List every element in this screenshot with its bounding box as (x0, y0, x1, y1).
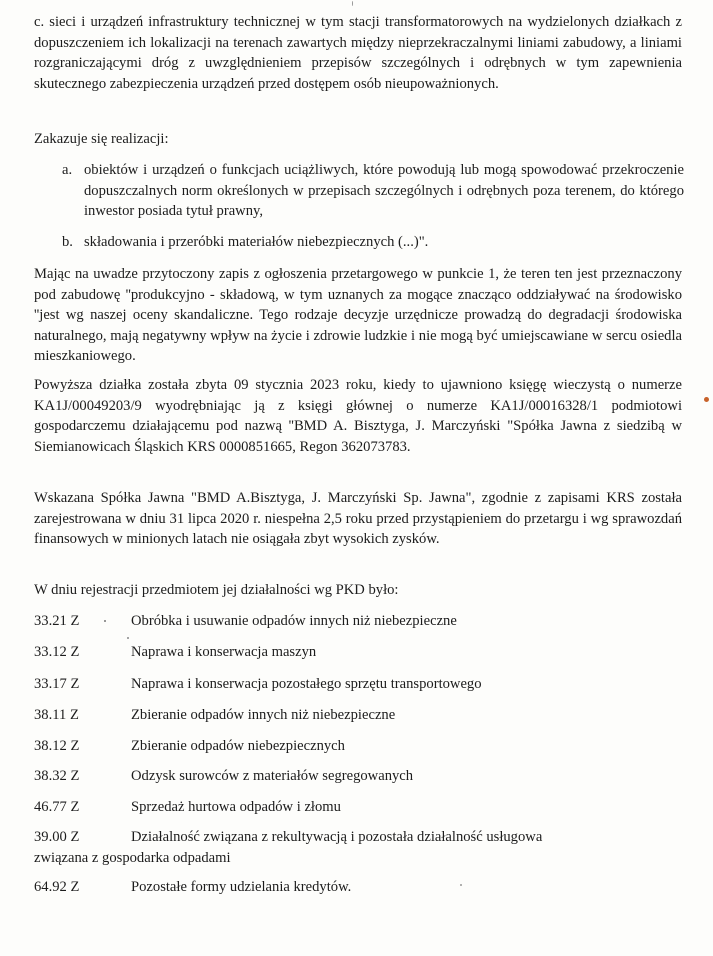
paragraph-sale-details: Powyższa działka została zbyta 09 stycznia 2023 roku, kiedy to ujawniono księgę wieczystą o numerze KA1J/00049203/9 wyodrębniając ją z księgi głównej o numerze KA1J/00016328/1 podmiotowi gospodarczemu działającemu pod nazwą ''BMD A. Bisztyga, J. Marczyński "Spółka Jawna z siedzibą w Siemianowicach Śląskich KRS 0000851665, Regon 362073783. (34, 377, 682, 455)
paragraph-assessment: Mając na uwadze przytoczony zapis z ogłoszenia przetargowego w punkcie 1, że teren ten jest przeznaczony pod zabudowę ''produkcyjno - składową, w tym uznanych za mogące znacząco oddziaływać na środowisko ''jest wg naszej oceny skandaliczne. Tego rodzaje decyzje urzędnicze prowadzą do degradacji środowiska naturalnego, mają negatywny wpływ na życie i zdrowie ludzkie i nie mogą być umiejscawiane w sercu osiedla mieszkaniowego. (34, 266, 682, 364)
pkd-description: Obróbka i usuwanie odpadów innych niż niebezpieczne (131, 613, 457, 629)
list-item-text: składowania i przeróbki materiałów niebezpiecznych (...)". (84, 234, 429, 250)
paragraph-company-details: Wskazana Spółka Jawna "BMD A.Bisztyga, J. Marczyński Sp. Jawna", zgodnie z zapisami KRS została zarejestrowana w dniu 31 lipca 2020 r. niespełna 2,5 roku przed przystąpieniem do przetargu i wg sprawozdań finansowych w minionych latach nie osiągała zbyt wysokich zysków. (34, 490, 682, 547)
scan-speck (704, 397, 709, 402)
pkd-description: Sprzedaż hurtowa odpadów i złomu (131, 799, 341, 815)
pkd-description: Naprawa i konserwacja maszyn (131, 644, 317, 660)
list-marker: a. (62, 162, 73, 178)
list-item (62, 160, 684, 222)
pkd-code: 33.21 Z (34, 613, 80, 629)
scan-speck (460, 884, 462, 886)
pkd-code: 33.12 Z (34, 644, 80, 660)
pkd-description: Zbieranie odpadów innych niż niebezpieczne (131, 707, 396, 723)
pkd-description: Naprawa i konserwacja pozostałego sprzętu transportowego (131, 676, 482, 692)
pkd-code: 38.11 Z (34, 707, 79, 723)
pkd-code: 46.77 Z (34, 799, 80, 815)
pkd-code: 39.00 Z (34, 829, 80, 845)
scan-speck (127, 637, 129, 639)
list-item-text: obiektów i urządzeń o funkcjach uciążliwych, które powodują lub mogą spowodować przekroczenie dopuszczalnych norm określonych w przepisach szczególnych i odrębnych poza terenem, do którego inwestor posiada tytuł prawny, (84, 162, 684, 219)
list-item (62, 232, 684, 253)
pkd-code: 64.92 Z (34, 879, 80, 895)
pkd-code: 38.32 Z (34, 768, 80, 784)
pkd-code: 33.17 Z (34, 676, 80, 692)
paragraph-prohibitions-heading: Zakazuje się realizacji: (34, 131, 169, 147)
pkd-code: 38.12 Z (34, 738, 80, 754)
paragraph-infrastructure: c. sieci i urządzeń infrastruktury technicznej w tym stacji transformatorowych na wydzielonych działkach z dopuszczeniem ich lokalizacji na terenach zawartych między nieprzekraczalnymi liniami zabudowy, a liniami rozgraniczającymi dróg z uwzględnieniem przepisów szczególnych i odrębnych w tym zapewnienia skutecznego zabezpieczenia urządzeń przed dostępem osób nieupoważnionych. (34, 14, 682, 92)
scan-speck (352, 1, 353, 6)
list-marker: b. (62, 234, 73, 250)
pkd-description: Pozostałe formy udzielania kredytów. (131, 879, 352, 895)
pkd-description-continuation: związana z gospodarka odpadami (34, 850, 231, 866)
pkd-description: Zbieranie odpadów niebezpiecznych (131, 738, 345, 754)
scan-speck (104, 620, 106, 622)
paragraph-pkd-intro: W dniu rejestracji przedmiotem jej działalności wg PKD było: (34, 582, 399, 598)
pkd-description: Odzysk surowców z materiałów segregowanych (131, 768, 414, 784)
pkd-description: Działalność związana z rekultywacją i pozostała działalność usługowa (131, 829, 543, 845)
